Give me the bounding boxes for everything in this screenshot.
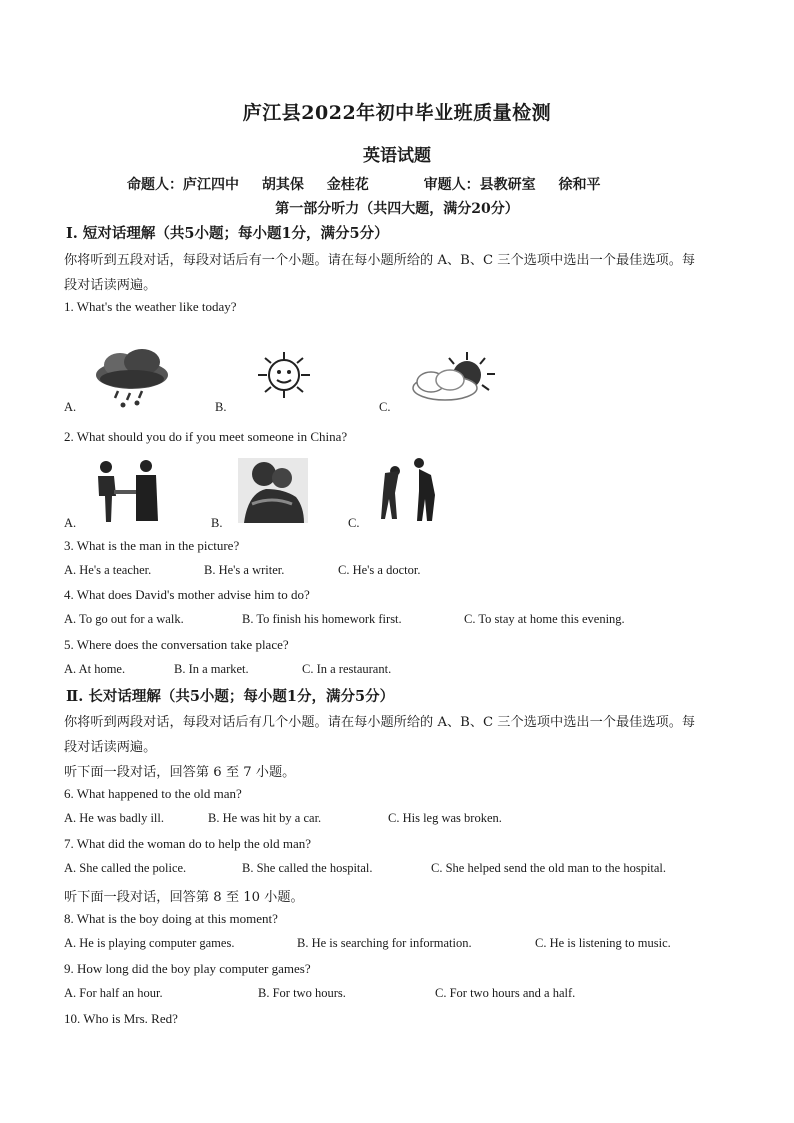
- q3-option-a: A. He's a teacher.: [64, 563, 152, 577]
- question-10: 10. Who is Mrs. Red?: [64, 1011, 178, 1026]
- handshake-picture: [90, 458, 165, 523]
- q7-option-c: C. She helped send the old man to the hospital.: [431, 861, 667, 875]
- section-2-heading: Ⅱ. 长对话理解（共5小题；每小题1分，满分5分）: [66, 688, 395, 705]
- question-5: 5. Where does the conversation take place?: [64, 637, 289, 652]
- question-1: 1. What's the weather like today?: [64, 299, 237, 314]
- q2-option-a: A.: [64, 516, 77, 530]
- q5-option-b: B. In a market.: [174, 662, 249, 676]
- q1-option-a: A.: [64, 400, 77, 414]
- q5-option-a: A. At home.: [64, 662, 126, 676]
- q8-option-b: B. He is searching for information.: [297, 936, 472, 950]
- q3-option-c: C. He's a doctor.: [338, 563, 421, 577]
- section-2-instruction: 你将听到两段对话，每段对话后有几个小题。请在每小题所给的 A、B、C 三个选项中选出一个最佳选项。每: [64, 715, 696, 730]
- q2-option-c: C.: [348, 516, 360, 530]
- q7-option-b: B. She called the hospital.: [242, 861, 373, 875]
- q1-option-b: B.: [215, 400, 227, 414]
- section-1-instruction-cont: 段对话读两遍。: [64, 278, 157, 293]
- question-9: 9. How long did the boy play computer games?: [64, 961, 311, 976]
- q9-option-b: B. For two hours.: [258, 986, 346, 1000]
- author-1: 命题人：庐江四中: [127, 177, 239, 193]
- dialogue-2-lead: 听下面一段对话，回答第 8 至 10 小题。: [64, 890, 304, 905]
- reviewer-1: 审题人：县教研室: [423, 177, 536, 193]
- reviewer-2: 徐和平: [558, 177, 601, 193]
- question-6: 6. What happened to the old man?: [64, 786, 242, 801]
- part-title: 第一部分听力（共四大题，满分20分）: [275, 201, 519, 217]
- q8-option-c: C. He is listening to music.: [535, 936, 671, 950]
- q5-option-c: C. In a restaurant.: [302, 662, 392, 676]
- section-2-instruction-cont: 段对话读两遍。: [64, 740, 157, 755]
- section-1-heading: Ⅰ. 短对话理解（共5小题；每小题1分，满分5分）: [66, 225, 389, 242]
- exam-title: 庐江县2022年初中毕业班质量检测: [242, 102, 552, 124]
- q3-option-b: B. He's a writer.: [204, 563, 285, 577]
- q9-option-c: C. For two hours and a half.: [435, 986, 576, 1000]
- hug-picture: [238, 458, 308, 523]
- q9-option-a: A. For half an hour.: [64, 986, 163, 1000]
- question-8: 8. What is the boy doing at this moment?: [64, 911, 278, 926]
- sun-picture: [254, 350, 314, 400]
- author-3: 金桂花: [326, 177, 369, 193]
- q1-option-c: C.: [379, 400, 391, 414]
- author-2: 胡其保: [261, 177, 304, 193]
- section-1-instruction: 你将听到五段对话，每段对话后有一个小题。请在每小题所给的 A、B、C 三个选项中选出一个最佳选项。每: [64, 253, 696, 268]
- question-2: 2. What should you do if you meet someone in China?: [64, 429, 348, 444]
- q6-option-b: B. He was hit by a car.: [208, 811, 322, 825]
- q8-option-a: A. He is playing computer games.: [64, 936, 235, 950]
- q4-option-c: C. To stay at home this evening.: [464, 612, 625, 626]
- q4-option-b: B. To finish his homework first.: [242, 612, 402, 626]
- exam-subject: 英语试题: [363, 146, 431, 166]
- rain-cloud-picture: [90, 345, 172, 410]
- question-3: 3. What is the man in the picture?: [64, 538, 240, 553]
- cloudy-sun-picture: [405, 350, 500, 405]
- question-4: 4. What does David's mother advise him to do?: [64, 587, 310, 602]
- q4-option-a: A. To go out for a walk.: [64, 612, 184, 626]
- bow-picture: [375, 455, 450, 523]
- dialogue-1-lead: 听下面一段对话，回答第 6 至 7 小题。: [64, 765, 296, 780]
- question-7: 7. What did the woman do to help the old man?: [64, 836, 312, 851]
- q6-option-a: A. He was badly ill.: [64, 811, 164, 825]
- q7-option-a: A. She called the police.: [64, 861, 187, 875]
- q6-option-c: C. His leg was broken.: [388, 811, 502, 825]
- q2-option-b: B.: [211, 516, 223, 530]
- author-line: [127, 174, 619, 194]
